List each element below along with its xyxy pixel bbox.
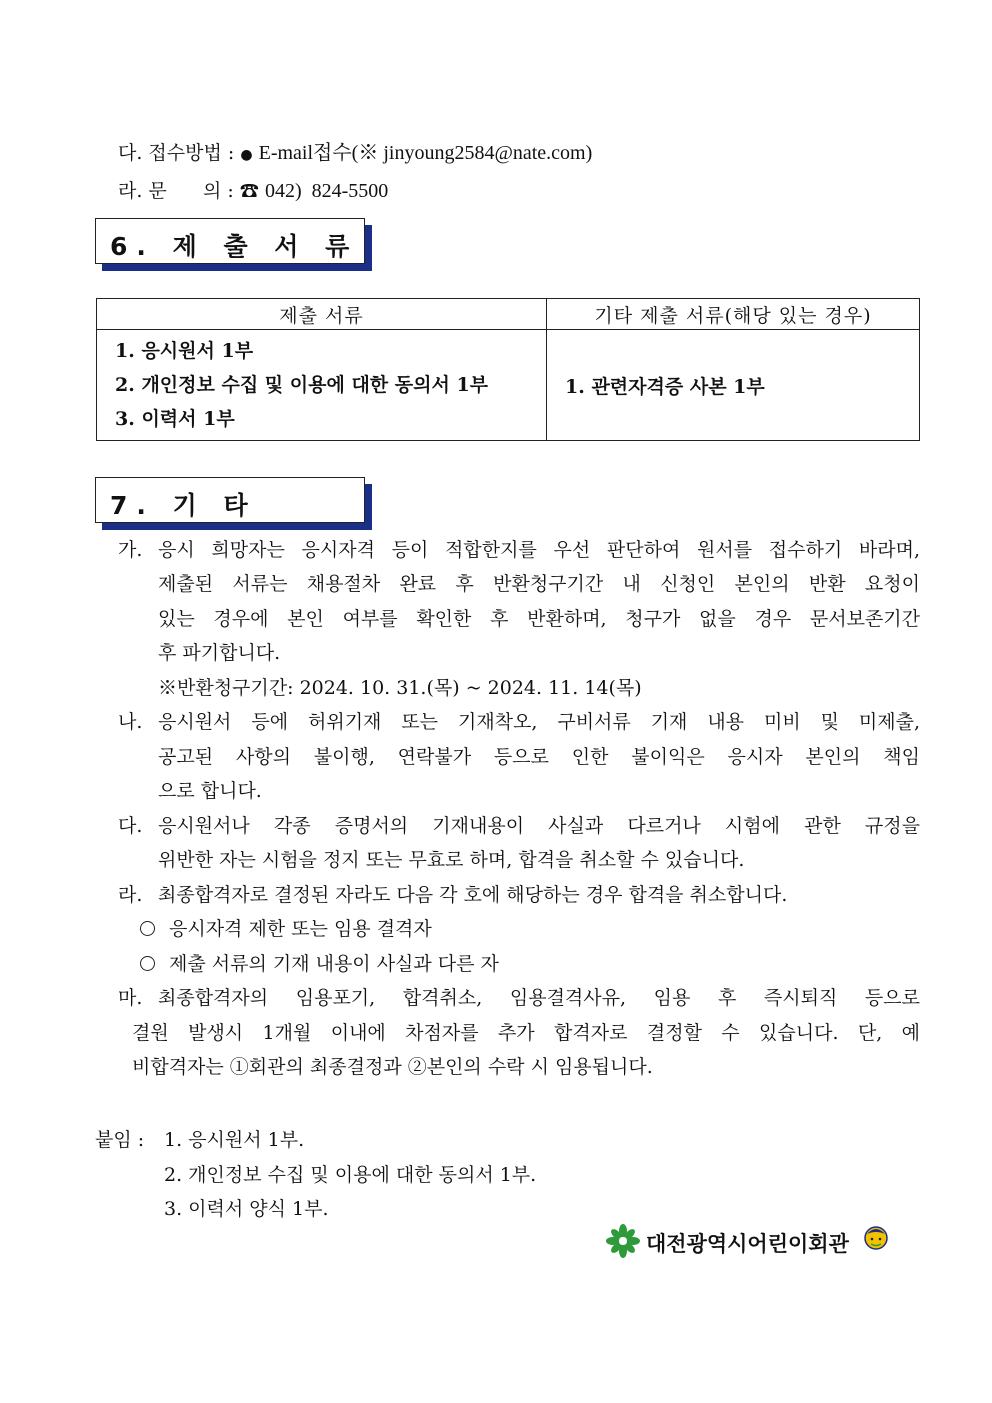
item-na-marker: 나. (118, 711, 143, 733)
list-item: 2. 개인정보 수집 및 이용에 대한 동의서 1부 (115, 374, 489, 396)
flower-emblem-icon (606, 1224, 640, 1258)
attachments-label: 붙임 : (95, 1129, 145, 1151)
org-name: 대전광역시어린이회관 (646, 1232, 849, 1256)
item-da-line-2: 위반한 자는 시험을 정지 또는 무효로 하며, 합격을 취소할 수 있습니다. (158, 849, 745, 871)
optional-docs-cell: 1. 관련자격증 사본 1부 (547, 330, 920, 441)
item-ra-marker: 라. (118, 884, 143, 906)
documents-table (96, 298, 920, 441)
bullet-text: 제출 서류의 기재 내용이 사실과 다른 자 (169, 953, 499, 975)
bullet-text: 응시자격 제한 또는 임용 결격자 (169, 918, 432, 940)
bullet-icon: ● (240, 147, 253, 163)
reception-method (118, 143, 592, 163)
item-da-marker: 다. (118, 815, 143, 837)
attachment-item: 3. 이력서 양식 1부. (164, 1198, 329, 1220)
inquiry-phone: 042) 824-5500 (264, 180, 389, 202)
required-docs-cell (97, 330, 547, 441)
item-na-line-2: 공고된 사항의 불이행, 연락불가 등으로 인한 불이익은 응시자 본인의 책임 (158, 746, 920, 768)
reception-method-value: E-mail접수(※ jinyoung2584@nate.com) (258, 142, 593, 164)
section-6-header (95, 218, 365, 264)
table-header-row (97, 299, 920, 330)
section-7-header (95, 477, 365, 523)
item-ga-line-2: 제출된 서류는 채용절차 완료 후 반환청구기간 내 신청인 본인의 반환 요청이 (158, 573, 920, 595)
list-item: 3. 이력서 1부 (115, 408, 235, 430)
item-ga-line-1: 응시 희망자는 응시자격 등이 적합한지를 우선 판단하여 원서를 접수하기 바라며, (158, 539, 920, 561)
inquiry-label: 라. 문 의 : (118, 180, 234, 202)
item-ga-line-4: 후 파기합니다. (158, 642, 281, 664)
item-na-line-1: 응시원서 등에 허위기재 또는 기재착오, 구비서류 기재 내용 미비 및 미제출, (158, 711, 920, 733)
phone-icon: ☎ (239, 180, 259, 202)
circle-bullet-icon (140, 956, 155, 971)
item-da-line-1: 응시원서나 각종 증명서의 기재내용이 사실과 다르거나 시험에 관한 규정을 (158, 815, 920, 837)
table-row (97, 330, 920, 441)
item-ga-marker: 가. (118, 539, 143, 561)
col-header-required: 제출 서류 (97, 299, 547, 330)
item-ma-line-1: 최종합격자의 임용포기, 합격취소, 임용결격사유, 임용 후 즉시퇴직 등으로 (158, 987, 920, 1009)
attachment-item: 1. 응시원서 1부. (164, 1129, 305, 1151)
attachment-item: 2. 개인정보 수집 및 이용에 대한 동의서 1부. (164, 1164, 537, 1186)
reception-method-label: 다. 접수방법 : (118, 142, 235, 164)
section-6-title: 6. 제 출 서 류 (110, 232, 359, 261)
item-ma-line-3: 비합격자는 ①회관의 최종결정과 ②본인의 수락 시 임용됩니다. (132, 1056, 653, 1078)
circle-bullet-icon (140, 921, 155, 936)
item-ma-line-2: 결원 발생시 1개월 이내에 차점자를 추가 합격자로 결정할 수 있습니다. 단, 예 (132, 1022, 920, 1044)
item-ra-bullet-2 (140, 947, 499, 982)
reception-inquiry (118, 181, 388, 201)
item-ra-line: 최종합격자로 결정된 자라도 다음 각 호에 해당하는 경우 합격을 취소합니다. (158, 884, 788, 906)
col-header-optional: 기타 제출 서류(해당 있는 경우) (547, 299, 920, 330)
mascot-icon (862, 1224, 890, 1254)
item-ra-bullet-1 (140, 912, 432, 947)
list-item: 1. 응시원서 1부 (115, 340, 254, 362)
item-ma-marker: 마. (118, 987, 143, 1009)
item-ga-line-3: 있는 경우에 본인 여부를 확인한 후 반환하며, 청구가 없을 경우 문서보존기간 (158, 608, 920, 630)
item-na-line-3: 으로 합니다. (158, 780, 262, 802)
item-ga-note: ※반환청구기간: 2024. 10. 31.(목) ~ 2024. 11. 14(목) (158, 677, 642, 699)
section-7-title: 7. 기 타 (110, 491, 257, 520)
